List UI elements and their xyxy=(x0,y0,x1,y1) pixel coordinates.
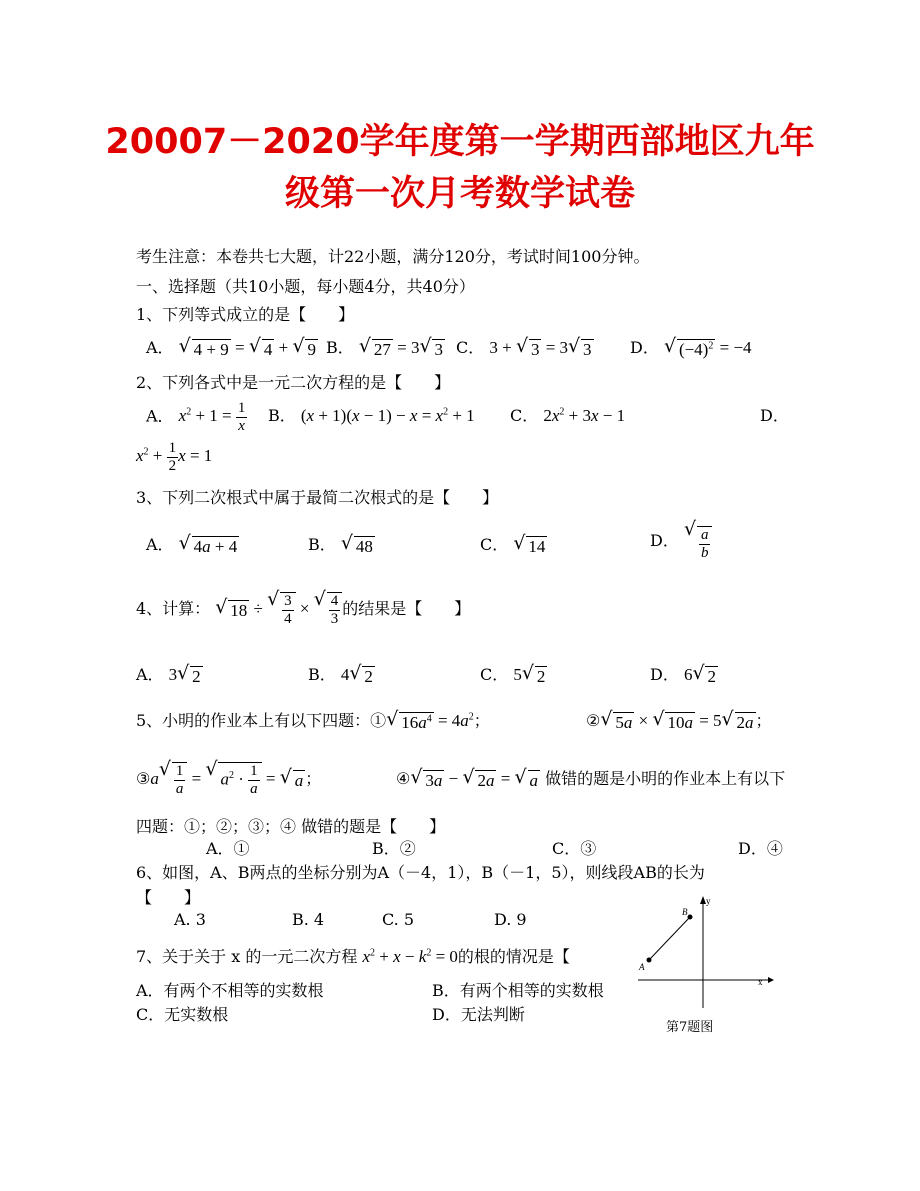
q2-option-d: D． xyxy=(760,406,789,425)
figure-q7 xyxy=(628,890,778,1015)
q6-option-c: C. 5 xyxy=(382,910,415,929)
q5-line3: 四题：①；②；③；④ 做错的题是【 】 xyxy=(136,817,446,836)
q6-option-a: A. 3 xyxy=(174,910,206,929)
title-line-1: 20007－2020学年度第一学期西部地区九年 xyxy=(105,122,815,162)
q2-c-expr: $2x^2 + 3x - 1$ xyxy=(543,406,626,425)
label-y: y xyxy=(706,896,711,906)
label-a: A xyxy=(639,962,645,972)
q1-option-d: D． √ $(-4)^2 = -4$ xyxy=(630,335,752,360)
title-line-2: 级第一次月考数学试卷 xyxy=(284,174,635,214)
q4-option-a: A． 3√ 2 xyxy=(136,662,203,687)
q6-option-b: B. 4 xyxy=(292,910,325,929)
label-x: x xyxy=(758,977,763,987)
q5-stem: 5、小明的作业本上有以下四题：①√ $16a^4 = 4a^2$； xyxy=(136,708,490,733)
q1-b-expr: √ 27 = 3√ 3 xyxy=(359,338,445,357)
q1-stem: 1、下列等式成立的是【 】 xyxy=(136,305,355,324)
q3-option-a: A． √ 4a + 4 xyxy=(146,532,239,557)
q5-item-2: ②√ 5a × √ 10a = 5√ 2a ； xyxy=(586,708,772,733)
point-a xyxy=(647,958,652,963)
q5-option-b: B．② xyxy=(372,839,416,858)
q7-option-b: B．有两个相等的实数根 xyxy=(432,981,604,1000)
q5-option-c: C．③ xyxy=(552,839,597,858)
x-axis-arrow xyxy=(768,977,774,983)
q6-option-d: D. 9 xyxy=(494,910,527,929)
q7-option-c: C．无实数根 xyxy=(136,1005,229,1024)
q2-d-expr: $x^2$ + $\frac{1}{2}$ x = 1 xyxy=(136,440,213,474)
q4-option-c: C． 5√ 2 xyxy=(480,662,547,687)
q5-item-3: ③a √ $\frac{1}{a}$ = √ $a^2$ · $\frac{1}{a}$ = √ a ； xyxy=(136,762,321,798)
q4-option-d: D． 6√ 2 xyxy=(650,662,718,687)
q4-option-b: B． 4√ 2 xyxy=(308,662,375,687)
figure-caption: 第7题图 xyxy=(666,1020,714,1035)
q2-b-expr: $(x + 1)(x - 1) - x = x^2 + 1$ xyxy=(300,406,475,425)
q6-bracket: 【 】 xyxy=(136,888,201,907)
q2-stem: 2、下列各式中是一元二次方程的是【 】 xyxy=(136,373,451,392)
q7-option-d: D．无法判断 xyxy=(432,1005,525,1024)
q2-a-expr: $x^2 + 1$ = $\frac{1}{x}$ xyxy=(178,400,246,434)
segment-ab xyxy=(649,917,690,960)
q4-stem: 4、计算： √ 18 ÷ √ $\frac{3}{4}$ × √ $\frac{4}{3}$ 的结果是【 】 xyxy=(136,592,470,628)
section-heading: 一、选择题（共10小题，每小题4分，共40分） xyxy=(136,277,475,296)
q5-option-d: D．④ xyxy=(738,839,783,858)
notice: 考生注意：本卷共七大题，计22小题，满分120分，考试时间100分钟。 xyxy=(136,247,650,266)
point-b xyxy=(688,915,693,920)
q3-stem: 3、下列二次根式中属于最简二次根式的是【 】 xyxy=(136,488,499,507)
q7-stem: 7、关于关于 x 的一元二次方程 $x^2 + x - k^2 = 0$的根的情况是【 xyxy=(136,947,570,966)
q2-option-a: A． $x^2 + 1$ = $\frac{1}{x}$ xyxy=(146,400,246,434)
q1-option-c: C． 3 + √ 3 = 3√ 3 xyxy=(456,335,594,360)
q4-expr: √ 18 ÷ √ $\frac{3}{4}$ × √ $\frac{4}{3}$ xyxy=(215,599,342,618)
q1-d-expr: √ $(-4)^2 = -4$ xyxy=(664,338,752,357)
q2-option-c: C． $2x^2 + 3x - 1$ xyxy=(510,406,626,425)
q1-option-b: B． √ 27 = 3√ 3 xyxy=(326,335,445,360)
q1-option-a: A． √ 4 + 9 = √ 4 + √ 9 xyxy=(146,335,318,360)
q5-item-4: ④√ 3a − √ 2a = √ a 做错的题是小明的作业本上有以下 xyxy=(396,766,785,791)
q7-option-a: A．有两个不相等的实数根 xyxy=(136,981,324,1000)
q3-option-b: B． √ 48 xyxy=(308,532,375,557)
q1-c-expr: 3 + √ 3 = 3√ 3 xyxy=(489,338,593,357)
q7-equation: $x^2 + x - k^2 = 0$ xyxy=(362,947,458,966)
q2-option-b: B． $(x + 1)(x - 1) - x = x^2 + 1$ xyxy=(268,406,475,425)
q3-option-d: D． √ $\frac{a}{b}$ xyxy=(650,522,712,562)
q3-option-c: C． √ 14 xyxy=(480,532,547,557)
label-b: B xyxy=(682,907,688,917)
q6-stem: 6、如图，A、B两点的坐标分别为A（－4，1），B（－1，5），则线段AB的长为 xyxy=(136,863,705,882)
q5-option-a: A．① xyxy=(206,839,250,858)
q1-a-expr: √ 4 + 9 = √ 4 + √ 9 xyxy=(179,338,318,357)
